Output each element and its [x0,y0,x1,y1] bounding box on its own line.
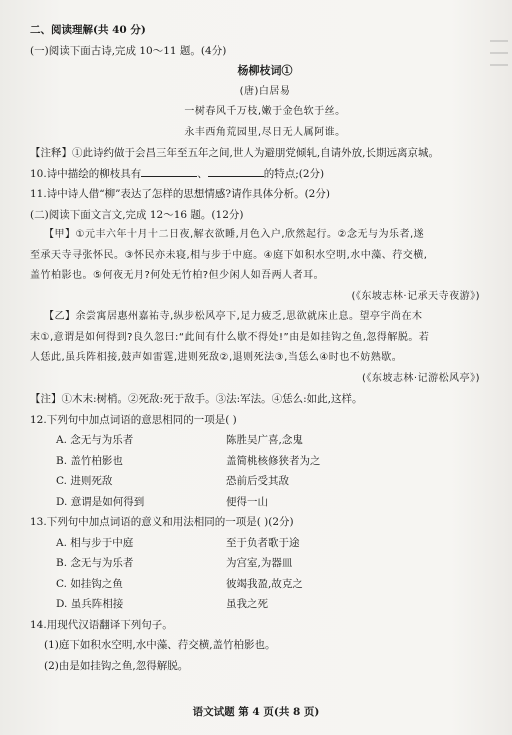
question-14-stem: 14.用现代汉语翻译下列句子。 [30,618,173,631]
question-13-stem: 13.下列句中加点词语的意义和用法相同的一项是( )(2分) [30,516,294,528]
option-right: 为宫室,为器皿 [226,557,293,569]
option-left: C. 如挂钩之鱼 [56,577,123,590]
question-11: 11.诗中诗人借“柳”表达了怎样的思想情感?请作具体分析。(2分) [30,188,330,200]
passage-jia-line-3: 盖竹柏影也。⑤何夜无月?何处无竹柏?但少闲人如吾两人者耳。 [30,270,325,281]
q10-tail: 的特点;(2分) [263,167,325,180]
q10-blank-2 [208,164,264,177]
passage-yi-line-2: 末①,意谓是如何得到?良久忽曰:“此间有什么歇不得处!”由是如挂钩之鱼,忽得解脱。若 [30,331,430,343]
passage-yi-line-1: 【乙】余尝寓居惠州嘉祐寺,纵步松风亭下,足力疲乏,思欲就床止息。望亭宇尚在木 [44,311,423,322]
passage-yi-source: (《东坡志林·记游松风亭》) [362,372,480,384]
option-right: 便得一山 [226,495,268,508]
option-left: B. 念无与为乐者 [56,557,134,569]
poem-line-2: 永丰西角荒园里,尽日无人属阿谁。 [184,126,346,138]
option-left: A. 相与步于中庭 [56,536,134,549]
q10-stem: 10.诗中描绘的柳枝具有 [30,167,142,180]
option-right: 陈胜吴广喜,念鬼 [226,434,303,446]
poem-title: 杨柳枝词① [237,64,293,77]
page-footer: 语文试题 第 4 页(共 8 页) [192,706,320,718]
option-left: B. 盖竹柏影也 [56,454,123,467]
poem-note: 【注释】①此诗约做于会昌三年至五年之间,世人为避朋党倾轧,自请外放,长期远离京城。 [30,147,440,159]
poem-author: (唐)白居易 [239,85,291,97]
q10-blank-1 [141,164,197,177]
option-left: C. 进则死敌 [56,475,113,487]
q13-option-a [30,533,500,554]
part1-intro: (一)阅读下面古诗,完成 10～11 题。(4分) [30,44,227,57]
option-left: D. 虽兵阵相接 [56,598,124,610]
part2-intro: (二)阅读下面文言文,完成 12～16 题。(12分) [30,208,244,221]
passage-note: 【注】①木末:树梢。②死敌:死于敌手。③法:军法。④恁么:如此,这样。 [30,393,363,405]
q14-sentence-1: (1)庭下如积水空明,水中藻、荇交横,盖竹柏影也。 [44,639,276,651]
option-right: 盖简桃核修狭者为之 [226,454,321,467]
passage-jia-source: (《东坡志林·记承天寺夜游》) [351,290,480,302]
option-right: 虽我之死 [226,598,268,610]
q12-option-a [30,430,500,451]
option-left: D. 意谓是如何得到 [56,495,145,508]
option-right: 至于负者歌于途 [226,536,300,549]
question-10 [30,164,500,185]
passage-yi-line-3: 人恁此,虽兵阵相接,鼓声如雷霆,进则死敌②,退则死法③,当恁么④时也不妨熟歇。 [30,352,403,363]
poem-line-1: 一树春风千万枝,嫩于金色软于丝。 [184,106,346,117]
option-right: 彼竭我盈,故克之 [226,577,303,590]
option-right: 恐前后受其敌 [226,475,289,487]
q13-option-c [30,574,500,595]
section-title: 二、阅读理解(共 40 分) [30,24,146,36]
q13-option-d [30,594,500,615]
q14-sentence-2: (2)由是如挂钩之鱼,忽得解脱。 [44,659,189,672]
page-content [30,20,500,676]
option-left: A. 念无与为乐者 [56,434,134,446]
q13-option-b [30,553,500,574]
q12-option-c [30,471,500,492]
question-12-stem: 12.下列句中加点词语的意思相同的一项是( ) [30,413,237,426]
q12-option-d [30,492,500,513]
q10-separator: 、 [197,167,208,180]
passage-jia-line-1: 【甲】①元丰六年十月十二日夜,解衣欲睡,月色入户,欣然起行。②念无与为乐者,遂 [44,229,425,240]
passage-jia-line-2: 至承天寺寻张怀民。③怀民亦未寝,相与步于中庭。④庭下如积水空明,水中藻、荇交横, [30,249,428,261]
q12-option-b [30,451,500,472]
